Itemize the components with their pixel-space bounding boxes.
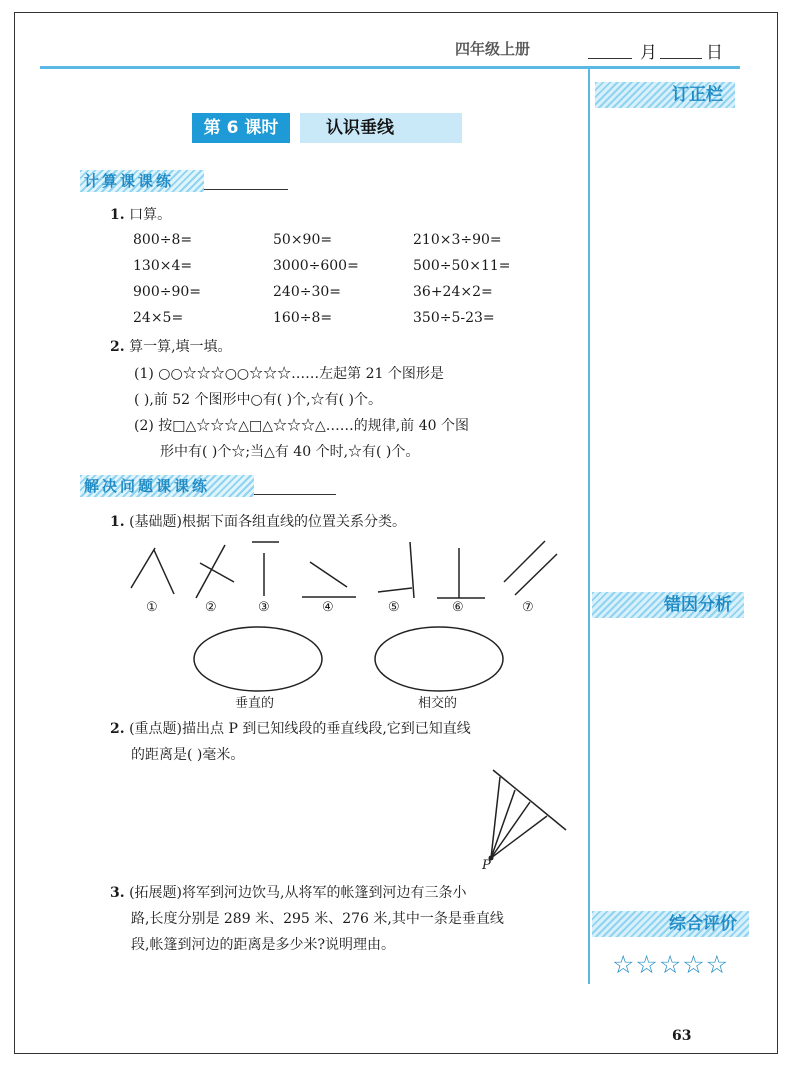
problem-3-line1 [110,883,466,903]
oral-item: 350÷5-23= [413,310,495,326]
rating-stars[interactable]: ☆☆☆☆☆ [612,950,730,979]
intersecting-ellipse [375,627,503,691]
problem-2-line1 [110,719,471,739]
lesson-number: 第 6 课时 [192,113,290,143]
question-title: 口算。 [129,207,172,223]
figure-label-3: ③ [258,600,270,615]
figure-7-line-b [515,554,557,595]
figure-label-2: ② [205,600,217,615]
question-number: 1. [110,207,125,223]
problem-3-line2: 路,长度分别是 289 米、295 米、276 米,其中一条是垂直线 [131,911,504,927]
oral-item: 24×5= [133,310,184,326]
figure-label-7: ⑦ [522,600,534,615]
question-number: 1. [110,514,125,530]
correction-heading: 订正栏 [595,82,735,108]
perpendicular-ellipse [194,627,322,691]
question-number: 2. [110,339,125,355]
question-number: 2. [110,721,125,737]
page-number: 63 [672,1028,692,1044]
oral-item: 210×3÷90= [413,232,502,248]
oral-item: 800÷8= [133,232,193,248]
lesson-title: 认识垂线 [300,113,462,143]
oral-item: 900÷90= [133,284,201,300]
oral-item: 130×4= [133,258,193,274]
question-number: 3. [110,885,125,901]
ellipse-label-perpendicular: 垂直的 [235,696,275,711]
error-analysis-heading: 错因分析 [592,592,744,618]
figure-label-5: ⑤ [388,600,400,615]
question-text: (拓展题)将军到河边饮马,从将军的帐篷到河边有三条小 [129,885,467,901]
grade-label: 四年级上册 [455,40,531,58]
question-title: 算一算,填一填。 [129,339,232,355]
figure-4-line-b [310,562,347,587]
question-text: (重点题)描出点 P 到已知线段的垂直线段,它到已知直线 [129,721,471,737]
section-calc-heading: 计算课课练 [80,170,204,192]
q2-part1-line1: (1) ○○☆☆☆○○☆☆☆……左起第 21 个图形是 [134,366,444,382]
oral-item: 36+24×2= [413,284,493,300]
question-text: (基础题)根据下面各组直线的位置关系分类。 [129,514,407,530]
figure-2-line-a [196,545,225,598]
figure-2-line-b [200,563,234,582]
ellipse-label-intersecting: 相交的 [418,696,458,711]
figure-7-line-a [504,541,545,582]
evaluation-heading: 综合评价 [592,911,749,937]
oral-item: 50×90= [273,232,333,248]
figure-label-1: ① [146,600,158,615]
oral-item: 500÷50×11= [413,258,511,274]
figure-5-line-b [378,588,412,592]
figure-label-4: ④ [322,600,334,615]
figure-1-line-a [131,548,155,588]
ray-4 [491,816,547,858]
day-label: 日 [706,43,723,63]
oral-item: 160÷8= [273,310,333,326]
oral-item: 240÷30= [273,284,341,300]
q2-part2-line1: (2) 按□△☆☆☆△□△☆☆☆△……的规律,前 40 个图 [134,418,469,434]
figure-label-6: ⑥ [452,600,464,615]
figure-1-line-b [154,550,174,594]
oral-item: 3000÷600= [273,258,359,274]
figure-5-line-a [410,542,414,598]
section-problem-heading: 解决问题课课练 [80,475,254,497]
q2-part2-line2: 形中有( )个☆;当△有 40 个时,☆有( )个。 [160,444,420,460]
problem-2-line2: 的距离是( )毫米。 [131,747,245,763]
point-p-label: P [482,858,491,873]
month-label: 月 [640,43,657,63]
problem-3-line3: 段,帐篷到河边的距离是多少米?说明理由。 [131,937,395,953]
q2-part1-line2: ( ),前 52 个图形中○有( )个,☆有( )个。 [134,392,382,408]
